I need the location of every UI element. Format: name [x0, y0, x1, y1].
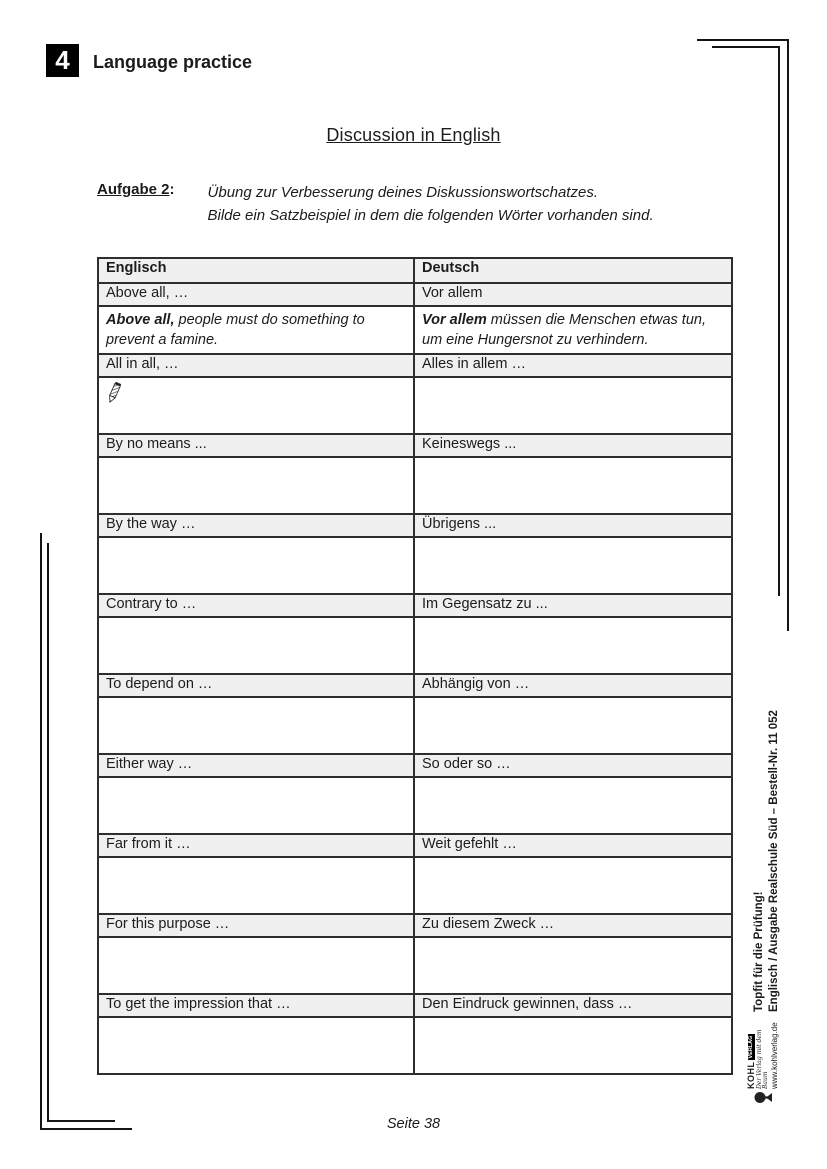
de-cell: Keineswegs ...	[414, 434, 732, 457]
en-cell: Contrary to …	[98, 594, 414, 617]
publisher-website: www.kohlverlag.de	[770, 1022, 779, 1089]
pencil-icon	[104, 381, 124, 409]
imprint-edition: Englisch / Ausgabe Realschule Süd – Bestell-Nr. 11 052	[768, 710, 780, 1012]
answer-de-cell	[414, 937, 732, 994]
logo-name: KOHL	[746, 1061, 756, 1089]
answer-de-cell	[414, 777, 732, 834]
task-description-line2: Bilde ein Satzbeispiel in dem die folgenden Wörter vorhanden sind.	[207, 207, 654, 224]
table-row-empty	[98, 857, 732, 914]
answer-de-cell	[414, 857, 732, 914]
task-description-line1: Übung zur Verbesserung deines Diskussionswortschatzes.	[207, 184, 598, 201]
sidebar-imprint	[752, 682, 782, 1012]
vocab-table-body	[98, 258, 732, 1074]
de-cell: Übrigens ...	[414, 514, 732, 537]
answer-en-cell	[98, 537, 414, 594]
de-cell: Vor allem	[414, 283, 732, 306]
table-row-empty	[98, 777, 732, 834]
answer-en-cell	[98, 937, 414, 994]
table-row-phrase	[98, 354, 732, 377]
table-row-phrase	[98, 674, 732, 697]
answer-en-cell	[98, 457, 414, 514]
en-cell: For this purpose …	[98, 914, 414, 937]
en-cell: Far from it …	[98, 834, 414, 857]
de-cell: Abhängig von …	[414, 674, 732, 697]
de-cell: Den Eindruck gewinnen, dass …	[414, 994, 732, 1017]
logo-tagline: Der Verlag mit dem Baum	[756, 1029, 769, 1089]
answer-en-cell	[98, 697, 414, 754]
table-row-header	[98, 258, 732, 283]
table-row-empty	[98, 1017, 732, 1074]
answer-de-cell	[414, 697, 732, 754]
de-cell: Deutsch	[414, 258, 732, 283]
table-row-empty	[98, 537, 732, 594]
corner-line-top-right-outer-h	[697, 39, 789, 41]
table-row-phrase	[98, 754, 732, 777]
table-row-empty	[98, 457, 732, 514]
de-cell: Zu diesem Zweck …	[414, 914, 732, 937]
de-cell: Alles in allem …	[414, 354, 732, 377]
answer-en-cell	[98, 377, 414, 434]
table-row-example	[98, 306, 732, 354]
en-cell: To get the impression that …	[98, 994, 414, 1017]
answer-de-cell	[414, 617, 732, 674]
task-block	[97, 181, 654, 227]
table-row-empty	[98, 937, 732, 994]
task-description	[208, 181, 654, 227]
de-cell: Weit gefehlt …	[414, 834, 732, 857]
section-number-badge: 4	[46, 44, 79, 77]
table-row-phrase	[98, 434, 732, 457]
en-cell: All in all, …	[98, 354, 414, 377]
table-row-phrase	[98, 994, 732, 1017]
table-row-empty	[98, 617, 732, 674]
de-cell: Vor allem müssen die Menschen etwas tun, um eine Hungersnot zu verhindern.	[414, 306, 732, 354]
table-row-phrase	[98, 514, 732, 537]
tree-icon	[754, 1091, 779, 1104]
en-cell: By the way …	[98, 514, 414, 537]
answer-de-cell	[414, 457, 732, 514]
en-cell: Above all, …	[98, 283, 414, 306]
page-number: Seite 38	[386, 1116, 441, 1132]
en-cell: By no means ...	[98, 434, 414, 457]
logo-type: VERLAG	[747, 1035, 754, 1059]
example-lead-de: Vor allem	[422, 312, 487, 328]
publisher-logo	[747, 1012, 779, 1104]
corner-line-bottom-left-outer-v	[40, 533, 42, 1130]
answer-de-cell	[414, 377, 732, 434]
answer-de-cell	[414, 1017, 732, 1074]
table-row-phrase	[98, 594, 732, 617]
example-lead-en: Above all,	[106, 312, 175, 328]
answer-en-cell	[98, 857, 414, 914]
corner-line-bottom-left-inner-v	[47, 543, 49, 1122]
answer-en-cell	[98, 617, 414, 674]
en-cell: Either way …	[98, 754, 414, 777]
en-cell: Englisch	[98, 258, 414, 283]
de-cell: Im Gegensatz zu ...	[414, 594, 732, 617]
task-label: Aufgabe 2:	[97, 181, 175, 198]
table-row-phrase	[98, 834, 732, 857]
table-row-phrase	[98, 914, 732, 937]
corner-line-top-right-inner-h	[712, 46, 780, 48]
answer-de-cell	[414, 537, 732, 594]
table-row-empty	[98, 377, 732, 434]
en-cell: To depend on …	[98, 674, 414, 697]
imprint-series-title: Topfit für die Prüfung!	[753, 891, 765, 1012]
table-row-phrase	[98, 283, 732, 306]
table-row-empty	[98, 697, 732, 754]
answer-en-cell	[98, 777, 414, 834]
en-cell: Above all, people must do something to prevent a famine.	[98, 306, 414, 354]
page-title: Discussion in English	[326, 125, 501, 145]
de-cell: So oder so …	[414, 754, 732, 777]
section-title: Language practice	[93, 52, 253, 72]
answer-en-cell	[98, 1017, 414, 1074]
vocab-table	[97, 257, 733, 1075]
